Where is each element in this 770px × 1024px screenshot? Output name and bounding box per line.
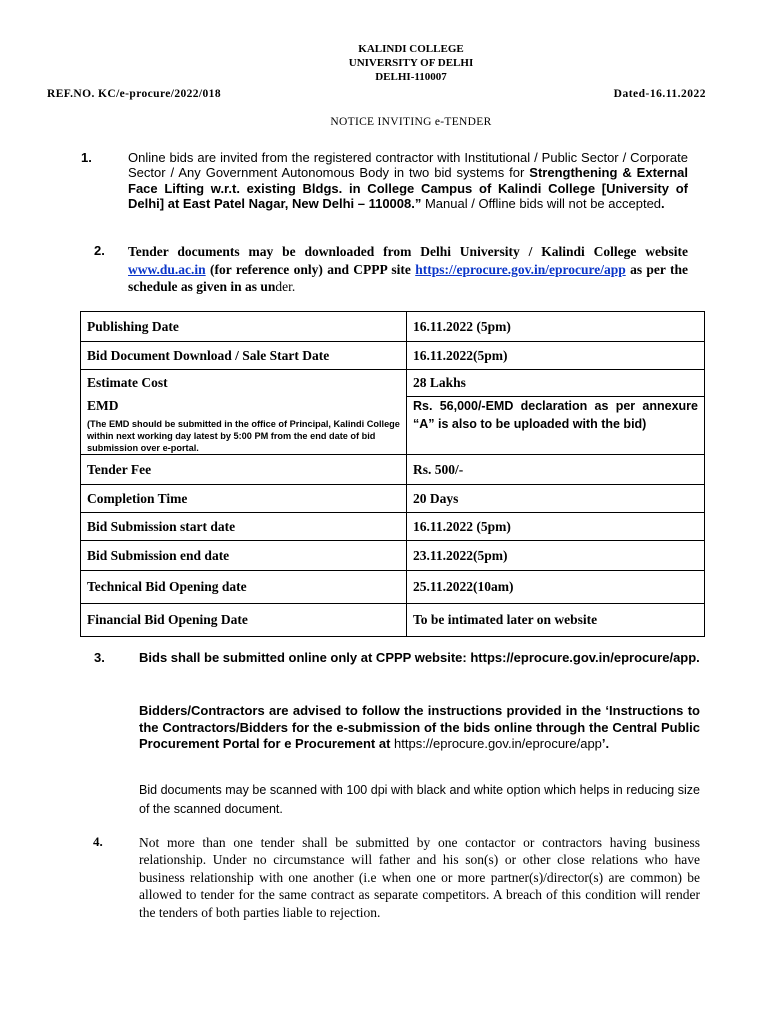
technical-opening-value: 25.11.2022(10am) [407,571,705,604]
completion-time-label: Completion Time [81,485,407,513]
table-row [81,513,705,541]
download-start-label: Bid Document Download / Sale Start Date [81,342,407,370]
financial-opening-value: To be intimated later on website [407,604,705,637]
section-2-text-b: (for reference only) and CPPP site [205,261,416,277]
emd-cell [81,397,407,455]
notice-date: Dated-16.11.2022 [613,88,706,100]
section-3-instructions-end: ’. [601,736,610,751]
section-3-bold: Bids shall be submitted [139,650,285,665]
download-start-value: 16.11.2022(5pm) [407,342,705,370]
financial-opening-label: Financial Bid Opening Date [81,604,407,637]
table-row [81,312,705,342]
section-1-manual-note: Manual / Offline bids will not be accepted [421,196,662,212]
tender-fee-value: Rs. 500/- [407,455,705,485]
emd-value-cell [407,397,705,455]
submission-start-label: Bid Submission start date [81,513,407,541]
section-1-work-title: Strengthening & External Face Lifting w.r.t. existing Bldgs. in College Campus of Kalindi College [University of Delhi] at East Patel Nagar, New Delhi – 110008.” [128,165,688,212]
section-1-number: 1. [81,150,92,165]
section-2-number: 2. [94,243,105,258]
college-name: KALINDI COLLEGE [358,43,464,55]
section-2-text-a: Tender documents may be downloaded from Delhi University / Kalindi College website [128,244,688,259]
emd-value: Rs. 56,000/-EMD declaration as per annexure “A” is also to be uploaded with the bid) [413,399,698,431]
section-4-text: Not more than one tender shall be submitted by one contactor or contractors having business relationship. Under no circumstance will father and his son(s) or other close relations who have business relationship with one another (i.e when one or more partner(s)/director(s) are common) be allowed to tender for the same contract as separate competitors. A breach of this condition will render the tenders of both parties liable to rejection. [139,835,700,920]
publishing-date-value: 16.11.2022 (5pm) [407,312,705,342]
section-1-intro: Online bids are invited from the registered contractor with Institutional / Public Sector / Corporate Sector / Any Government Autonomous Body in two bid systems for [128,150,688,181]
technical-opening-label: Technical Bid Opening date [81,571,407,604]
university-name: UNIVERSITY OF DELHI [348,57,474,69]
section-3-url: https://eprocure.gov.in/eprocure/app. [470,650,700,665]
emd-note: (The EMD should be submitted in the office of Principal, Kalindi College within next working day latest by 5:00 PM from the end date of bid submission over e-portal. [87,418,400,453]
table-row [81,455,705,485]
completion-time-value: 20 Days [407,485,705,513]
table-row [81,342,705,370]
tender-fee-label: Tender Fee [81,455,407,485]
publishing-date-label: Publishing Date [81,312,407,342]
table-row [81,397,705,455]
section-3-instructions [139,703,700,753]
section-3-number: 3. [94,650,105,665]
section-3-line-1 [139,650,700,667]
estimate-cost-value: 28 Lakhs [407,370,705,397]
table-row [81,541,705,571]
section-3-scan-note: Bid documents may be scanned with 100 dpi with black and white option which helps in reducing size of the scanned document. [139,783,700,816]
section-4-number: 4. [93,834,103,849]
section-2-text-c: as per the schedule as given in as un [128,261,688,294]
table-row [81,485,705,513]
section-2-text-d: der. [275,279,296,294]
section-1-text [128,150,688,212]
section-3-rest: online only at CPPP website: [284,650,471,665]
table-row [81,370,705,397]
city-pin: DELHI-110007 [375,71,447,83]
cppp-site-link[interactable]: https://eprocure.gov.in/eprocure/app [415,261,626,277]
table-row [81,604,705,637]
section-1-period: . [661,196,665,212]
du-website-link[interactable]: www.du.ac.in [128,261,206,277]
tender-schedule-table [80,311,705,637]
reference-number: REF.NO. KC/e-procure/2022/018 [47,88,221,100]
section-2-text [128,243,688,296]
section-3-instructions-text: Bidders/Contractors are advised to follow the instructions provided in the ‘Instructions to the Contractors/Bidders for the e-submission of the bids online through the Central Public Procurement Portal for e Procurement at [139,703,700,751]
submission-end-value: 23.11.2022(5pm) [407,541,705,571]
section-3-instructions-url: https://eprocure.gov.in/eprocure/app [390,736,602,751]
submission-end-label: Bid Submission end date [81,541,407,571]
emd-label: EMD [87,397,119,413]
submission-start-value: 16.11.2022 (5pm) [407,513,705,541]
table-row [81,571,705,604]
estimate-cost-label: Estimate Cost [81,370,407,397]
notice-title: NOTICE INVITING e-TENDER [330,116,492,128]
